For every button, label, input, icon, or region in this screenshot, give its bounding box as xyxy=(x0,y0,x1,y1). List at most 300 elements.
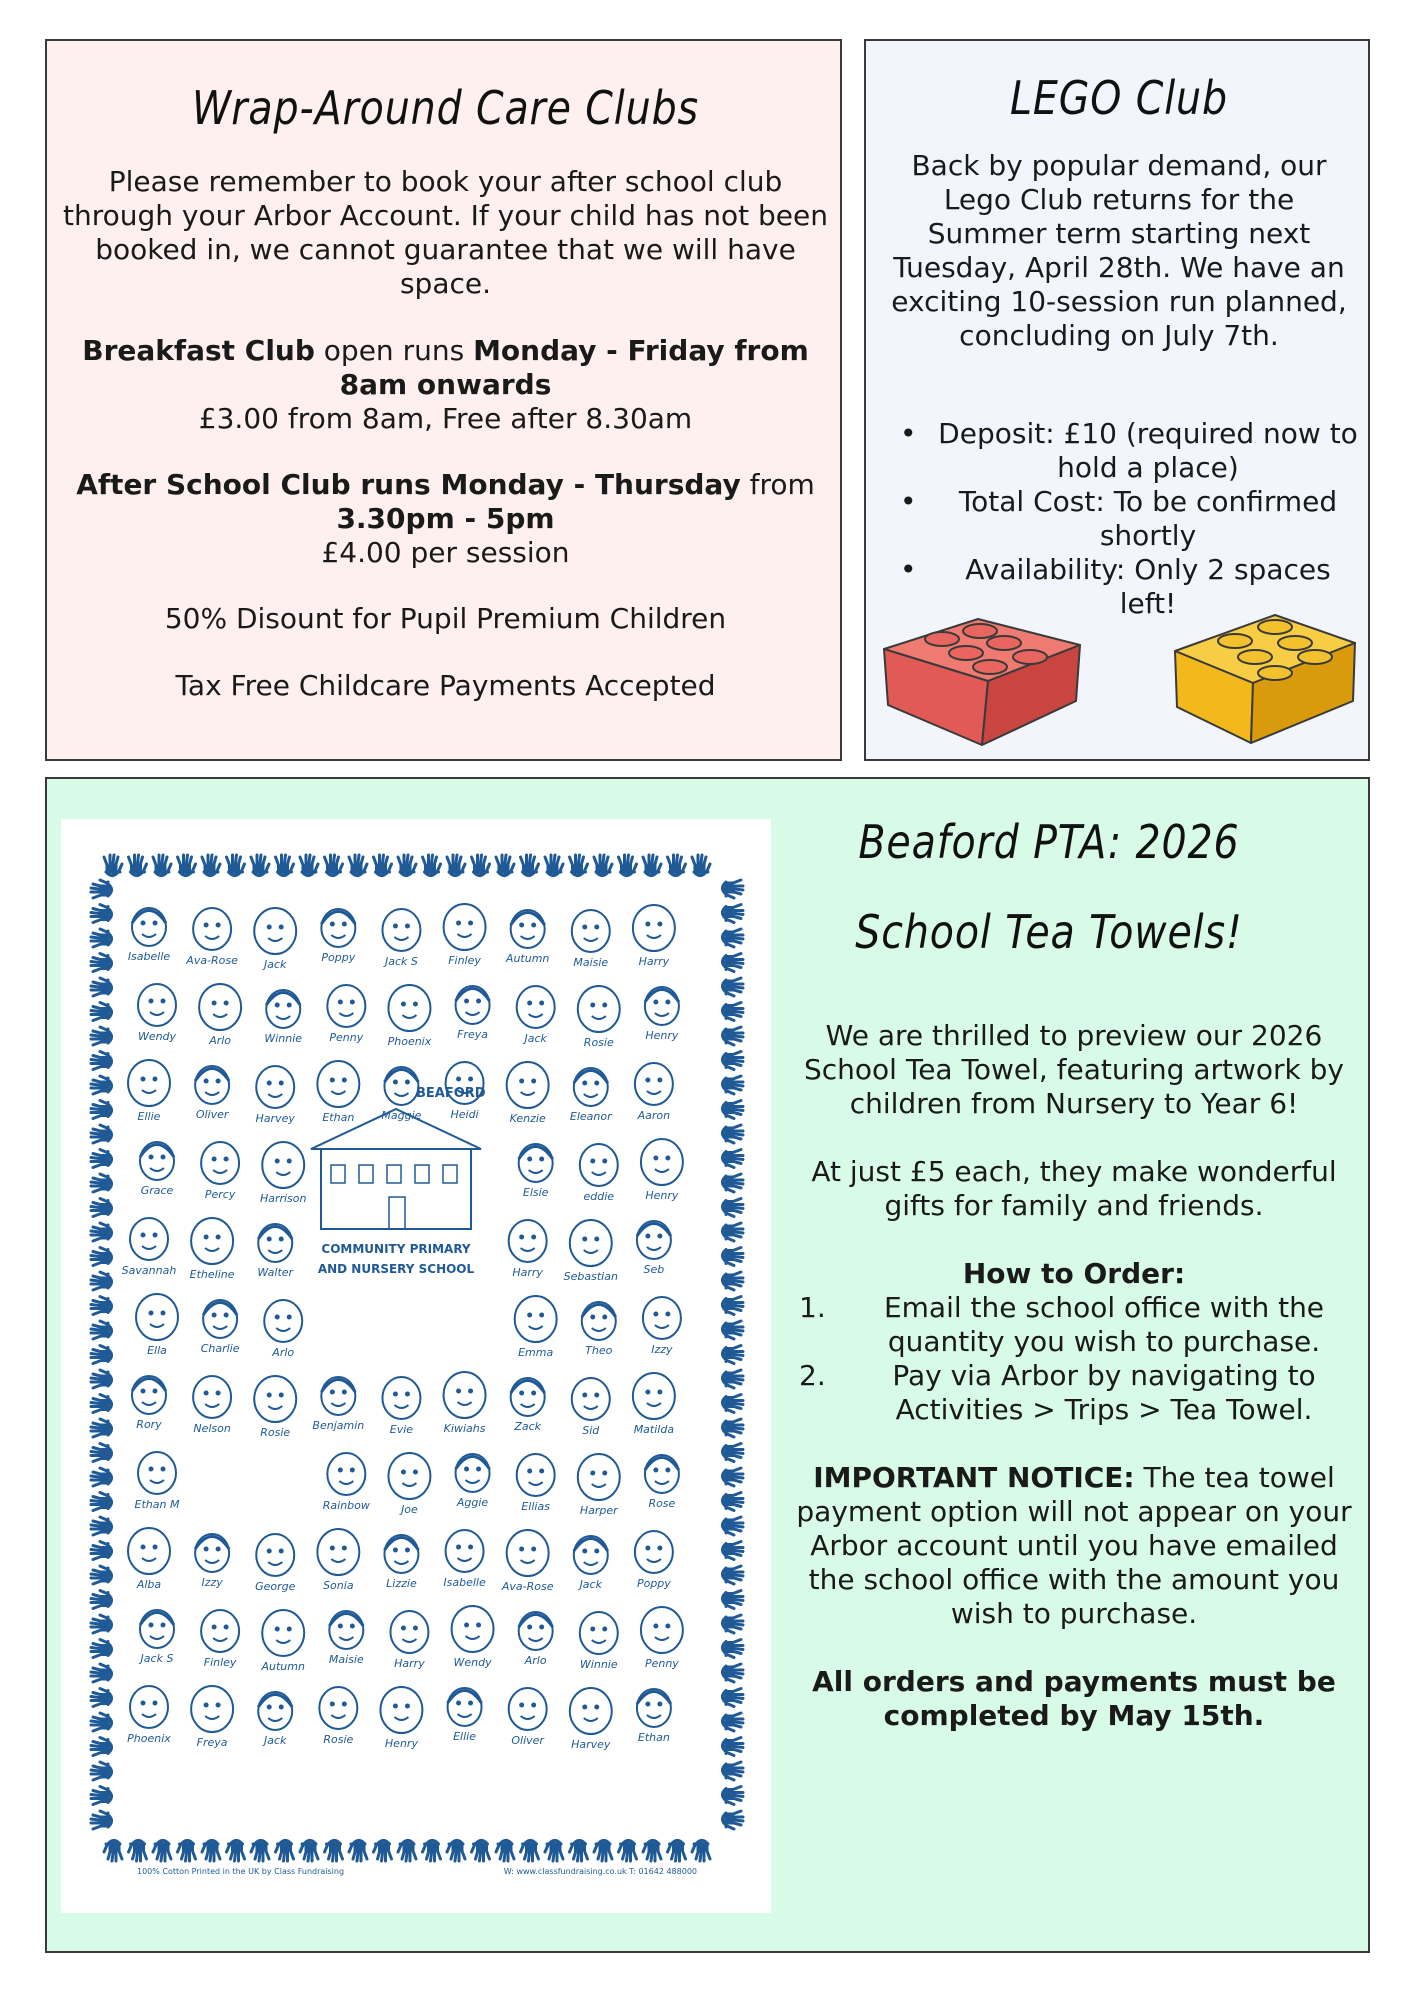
hand-print-icon xyxy=(91,1444,112,1462)
doodle-eye xyxy=(590,1471,595,1476)
doodle-name: Emma xyxy=(518,1346,554,1359)
doodle-smile xyxy=(647,935,661,938)
doodle-face xyxy=(456,986,490,1024)
after-time: 3.30pm - 5pm xyxy=(336,502,555,535)
doodle-name: Walter xyxy=(257,1266,294,1279)
doodle-eye xyxy=(149,1467,154,1472)
doodle-eye xyxy=(657,922,662,927)
doodle-smile xyxy=(339,1637,353,1640)
doodle-smile xyxy=(655,1637,669,1640)
doodle-eye xyxy=(456,1545,461,1550)
doodle-eye xyxy=(645,1546,650,1551)
doodle-eye xyxy=(393,1080,398,1085)
doodle-face xyxy=(384,1535,418,1573)
doodle-face xyxy=(262,1142,304,1188)
doodle-smile xyxy=(592,1016,606,1019)
doodle-face xyxy=(193,1376,231,1418)
doodle-eye xyxy=(393,1704,398,1709)
doodle-eye xyxy=(602,1003,607,1008)
doodle-face xyxy=(641,1139,683,1185)
hand-print-icon xyxy=(722,1297,743,1315)
doodle-smile xyxy=(268,938,282,941)
doodle-eye xyxy=(665,1312,670,1317)
doodle-smile xyxy=(592,1484,606,1487)
doodle-eye xyxy=(539,1625,544,1630)
doodle-eye xyxy=(224,1001,229,1006)
doodle-eye xyxy=(527,1157,532,1162)
doodle-eye xyxy=(531,1235,536,1240)
doodle-eye xyxy=(657,1390,662,1395)
step-text: Pay via Arbor by navigating to Activities > Trips > Tea Towel. xyxy=(892,1359,1316,1426)
doodle-eye xyxy=(645,1234,650,1239)
hand-print-icon xyxy=(202,1840,220,1861)
doodle-face xyxy=(317,1061,359,1107)
hand-print-icon xyxy=(91,1272,112,1290)
doodle-eye xyxy=(519,923,524,928)
doodle-name: Alba xyxy=(136,1578,162,1591)
doodle-name: Benjamin xyxy=(312,1419,365,1432)
school-window-icon xyxy=(415,1165,429,1183)
doodle-eye xyxy=(149,1155,154,1160)
doodle-smile xyxy=(529,1326,543,1329)
doodle-eye xyxy=(456,1701,461,1706)
doodle-smile xyxy=(150,1636,164,1639)
doodle-eye xyxy=(519,1547,524,1552)
doodle-eye xyxy=(141,1701,146,1706)
breakfast-price: £3.00 from 8am, Free after 8.30am xyxy=(198,402,693,435)
doodle-smile xyxy=(205,936,219,939)
doodle-smile xyxy=(592,1328,606,1331)
doodle-face xyxy=(201,1142,239,1184)
hand-print-icon xyxy=(91,1248,112,1266)
hand-print-icon xyxy=(722,954,743,972)
doodle-name: Izzy xyxy=(651,1343,673,1356)
bullet-text: Availability: Only 2 spaces left! xyxy=(965,553,1331,620)
doodle-smile xyxy=(142,1558,156,1561)
doodle-eye xyxy=(342,1546,347,1551)
doodle-eye xyxy=(224,1313,229,1318)
doodle-eye xyxy=(141,1233,146,1238)
doodle-eye xyxy=(531,1547,536,1552)
doodle-face xyxy=(570,1220,612,1266)
doodle-face xyxy=(258,1692,292,1730)
doodle-name: Finley xyxy=(203,1656,237,1669)
doodle-eye xyxy=(153,921,158,926)
doodle-face xyxy=(519,1144,553,1182)
doodle-eye xyxy=(531,1391,536,1396)
doodle-eye xyxy=(267,925,272,930)
hand-print-icon xyxy=(722,1566,743,1584)
doodle-smile xyxy=(584,1406,598,1409)
doodle-smile xyxy=(331,935,345,938)
doodle-face xyxy=(645,987,679,1025)
hand-print-icon xyxy=(129,1840,147,1861)
doodle-name: Savannah xyxy=(121,1264,177,1277)
doodle-eye xyxy=(531,923,536,928)
hand-print-icon xyxy=(643,1840,661,1861)
doodle-face xyxy=(384,1067,418,1105)
doodle-face xyxy=(444,1372,486,1418)
hand-print-icon xyxy=(722,1762,743,1780)
lego-bullet-cost xyxy=(886,485,1358,553)
doodle-face xyxy=(507,1062,549,1108)
red-lego-brick-icon xyxy=(880,609,1085,749)
doodle-face xyxy=(509,1220,547,1262)
doodle-eye xyxy=(287,1627,292,1632)
hand-print-icon xyxy=(91,880,112,898)
doodle-smile xyxy=(521,1092,535,1095)
bullet-text: Total Cost: To be confirmed shortly xyxy=(958,485,1338,552)
doodle-name: Jack xyxy=(264,1734,287,1747)
breakfast-name: Breakfast Club xyxy=(82,334,315,367)
doodle-eye xyxy=(653,1156,658,1161)
doodle-smile xyxy=(647,1403,661,1406)
doodle-face xyxy=(132,908,166,946)
doodle-name: Heidi xyxy=(450,1108,479,1121)
tea-towel-preview-image xyxy=(61,819,771,1913)
doodle-face xyxy=(264,1300,302,1342)
yellow-lego-brick-icon xyxy=(1171,603,1359,748)
hand-print-icon xyxy=(722,1272,743,1290)
doodle-eye xyxy=(275,1627,280,1632)
doodle-name: Charlie xyxy=(200,1342,240,1355)
doodle-name: Ellie xyxy=(137,1110,161,1123)
doodle-smile xyxy=(592,1172,606,1175)
doodle-face xyxy=(128,1528,170,1574)
doodle-face xyxy=(643,1297,681,1339)
doodle-name: Elsie xyxy=(522,1186,549,1199)
doodle-smile xyxy=(647,1247,661,1250)
doodle-eye xyxy=(539,1313,544,1318)
doodle-face xyxy=(203,1300,237,1338)
doodle-name: Wendy xyxy=(137,1030,177,1043)
doodle-eye xyxy=(161,999,166,1004)
hand-print-icon xyxy=(91,954,112,972)
hand-print-icon xyxy=(722,1125,743,1143)
doodle-face xyxy=(635,1531,673,1573)
doodle-eye xyxy=(216,1547,221,1552)
doodle-smile xyxy=(458,1558,472,1561)
doodle-face xyxy=(511,1378,545,1416)
step-number: 2. xyxy=(799,1359,826,1392)
doodle-eye xyxy=(539,1001,544,1006)
doodle-eye xyxy=(153,1233,158,1238)
doodle-eye xyxy=(204,1079,209,1084)
after-name: After School Club runs Monday - Thursday xyxy=(76,468,741,501)
doodle-smile xyxy=(150,1012,164,1015)
hand-print-icon xyxy=(91,1297,112,1315)
hand-print-icon xyxy=(91,1174,112,1192)
doodle-name: Harry xyxy=(512,1266,543,1279)
doodle-name: Grace xyxy=(140,1184,174,1197)
doodle-face xyxy=(128,1060,170,1106)
doodle-eye xyxy=(287,1315,292,1320)
hand-print-icon xyxy=(722,1076,743,1094)
hand-print-icon xyxy=(521,1840,539,1861)
school-name-line3: AND NURSERY SCHOOL xyxy=(317,1262,475,1276)
doodle-smile xyxy=(521,1560,535,1563)
doodle-eye xyxy=(212,1157,217,1162)
hand-print-icon xyxy=(722,1689,743,1707)
hand-print-icon xyxy=(447,1840,465,1861)
doodle-name: Finley xyxy=(448,954,481,967)
doodle-name: Arlo xyxy=(524,1654,547,1667)
doodle-eye xyxy=(330,922,335,927)
doodle-eye xyxy=(338,1000,343,1005)
doodle-eye xyxy=(657,1546,662,1551)
doodle-smile xyxy=(276,1016,290,1019)
doodle-eye xyxy=(350,1468,355,1473)
doodle-eye xyxy=(267,1393,272,1398)
doodle-eye xyxy=(468,1701,473,1706)
breakfast-club-info xyxy=(61,334,830,436)
pta-preview-text: We are thrilled to preview our 2026 School Tea Towel, featuring artwork by children from Nursery to Year 6! xyxy=(804,1019,1344,1120)
doodle-eye xyxy=(519,1391,524,1396)
doodle-face xyxy=(136,1294,178,1340)
doodle-name: Harvey xyxy=(571,1738,611,1751)
hand-print-icon xyxy=(300,855,318,876)
doodle-face xyxy=(140,1142,174,1180)
notice-label: IMPORTANT NOTICE: xyxy=(813,1461,1135,1494)
doodle-face xyxy=(633,1373,675,1419)
doodle-smile xyxy=(458,1714,472,1717)
hand-print-icon xyxy=(104,1840,122,1861)
school-window-icon xyxy=(359,1165,373,1183)
doodle-eye xyxy=(527,1625,532,1630)
doodle-face xyxy=(195,1534,229,1572)
doodle-smile xyxy=(466,1012,480,1015)
doodle-eye xyxy=(279,1705,284,1710)
doodle-face xyxy=(380,1687,422,1733)
hand-print-icon xyxy=(325,855,343,876)
hand-print-icon xyxy=(722,1493,743,1511)
doodle-eye xyxy=(665,1624,670,1629)
hand-print-icon xyxy=(91,1493,112,1511)
doodle-eye xyxy=(212,1313,217,1318)
doodle-eye xyxy=(338,1624,343,1629)
doodle-face xyxy=(637,1689,671,1727)
doodle-name: Poppy xyxy=(636,1577,671,1590)
doodle-name: Maisie xyxy=(573,956,609,969)
breakfast-days: Monday - Friday from 8am onwards xyxy=(339,334,809,401)
wrap-title: Wrap-Around Care Clubs xyxy=(191,81,700,135)
doodle-eye xyxy=(342,1702,347,1707)
doodle-name: Harrison xyxy=(259,1192,307,1205)
hand-print-icon xyxy=(722,978,743,996)
lego-bullet-deposit xyxy=(886,417,1358,485)
doodle-name: Henry xyxy=(384,1737,418,1750)
hand-print-icon xyxy=(722,1542,743,1560)
doodle-eye xyxy=(665,1468,670,1473)
bullet-icon: • xyxy=(900,417,917,450)
doodle-eye xyxy=(342,922,347,927)
doodle-eye xyxy=(657,1234,662,1239)
tax-free-text: Tax Free Childcare Payments Accepted xyxy=(175,669,716,702)
doodle-name: Maggie xyxy=(381,1109,422,1122)
doodle-eye xyxy=(279,1237,284,1242)
doodle-smile xyxy=(529,1014,543,1017)
order-step xyxy=(789,1291,1359,1359)
hand-print-icon xyxy=(594,855,612,876)
doodle-name: Freya xyxy=(457,1028,488,1041)
hand-print-icon xyxy=(472,855,490,876)
hand-print-icon xyxy=(91,1566,112,1584)
doodle-smile xyxy=(339,1481,353,1484)
doodle-smile xyxy=(655,1169,669,1172)
doodle-eye xyxy=(405,1704,410,1709)
hand-print-icon xyxy=(722,1664,743,1682)
order-deadline: All orders and payments must be completed by May 15th. xyxy=(812,1665,1336,1732)
hand-print-icon xyxy=(722,880,743,898)
doodle-smile xyxy=(521,936,535,939)
doodle-smile xyxy=(213,1326,227,1329)
doodle-eye xyxy=(279,1393,284,1398)
doodle-eye xyxy=(393,1392,398,1397)
hand-print-icon xyxy=(91,1640,112,1658)
bullet-text: Deposit: £10 (required now to hold a place) xyxy=(938,417,1358,484)
doodle-face xyxy=(199,984,241,1030)
hand-print-icon xyxy=(91,1395,112,1413)
hand-print-icon xyxy=(722,1223,743,1241)
doodle-name: Rory xyxy=(136,1418,162,1431)
hand-print-icon xyxy=(178,855,196,876)
doodle-eye xyxy=(653,1468,658,1473)
doodle-name: Kiwiahs xyxy=(443,1422,486,1435)
doodle-eye xyxy=(590,1003,595,1008)
doodle-face xyxy=(140,1610,174,1648)
doodle-face xyxy=(191,1686,233,1732)
hand-print-icon xyxy=(496,1840,514,1861)
doodle-name: Jack xyxy=(579,1578,602,1591)
doodle-smile xyxy=(339,1013,353,1016)
hand-print-icon xyxy=(722,1199,743,1217)
doodle-face xyxy=(572,1378,610,1420)
pta-title-line2: School Tea Towels! xyxy=(855,905,1243,959)
after-mid: from xyxy=(740,468,815,501)
doodle-name: George xyxy=(255,1580,296,1593)
doodle-face xyxy=(578,986,620,1032)
doodle-smile xyxy=(592,1640,606,1643)
hand-print-icon xyxy=(447,855,465,876)
doodle-name: Ethan xyxy=(322,1111,355,1124)
doodle-eye xyxy=(594,1081,599,1086)
doodle-eye xyxy=(653,1312,658,1317)
doodle-eye xyxy=(401,1470,406,1475)
doodle-eye xyxy=(464,1467,469,1472)
doodle-eye xyxy=(582,1705,587,1710)
doodle-face xyxy=(266,990,300,1028)
doodle-name: Percy xyxy=(204,1188,236,1201)
doodle-eye xyxy=(216,923,221,928)
doodle-eye xyxy=(582,1081,587,1086)
doodle-eye xyxy=(527,1313,532,1318)
doodle-name: Rosie xyxy=(323,1733,354,1746)
doodle-eye xyxy=(405,924,410,929)
hand-print-icon xyxy=(374,855,392,876)
doodle-smile xyxy=(142,1714,156,1717)
doodle-smile xyxy=(276,1640,290,1643)
doodle-eye xyxy=(645,1390,650,1395)
hand-print-icon xyxy=(91,1689,112,1707)
notice-text: The tea towel payment option will not appear on your Arbor account until you have emailed the school office with the amount you wish to purchase. xyxy=(796,1461,1352,1630)
doodle-name: Izzy xyxy=(201,1576,223,1589)
doodle-face xyxy=(574,1536,608,1574)
towel-footer-right: W: www.classfundraising.co.uk T: 01642 488000 xyxy=(503,1867,697,1876)
hand-print-icon xyxy=(722,1052,743,1070)
doodle-face xyxy=(193,908,231,950)
doodle-eye xyxy=(653,1000,658,1005)
hand-print-icon xyxy=(423,1840,441,1861)
hand-print-icon xyxy=(643,855,661,876)
doodle-eye xyxy=(342,1078,347,1083)
school-door-icon xyxy=(389,1197,405,1229)
doodle-face xyxy=(580,1144,618,1186)
pta-tea-towel-panel xyxy=(45,777,1370,1953)
doodle-eye xyxy=(161,1155,166,1160)
doodle-name: Sonia xyxy=(323,1579,354,1592)
doodle-eye xyxy=(216,1235,221,1240)
doodle-eye xyxy=(468,921,473,926)
hand-print-icon xyxy=(91,1738,112,1756)
doodle-eye xyxy=(602,1315,607,1320)
hand-print-icon xyxy=(91,1542,112,1560)
doodle-smile xyxy=(205,1248,219,1251)
doodle-smile xyxy=(655,1481,669,1484)
doodle-face xyxy=(321,909,355,947)
hand-print-icon xyxy=(692,855,710,876)
doodle-eye xyxy=(665,1000,670,1005)
doodle-eye xyxy=(153,1389,158,1394)
hand-print-icon xyxy=(91,905,112,923)
doodle-eye xyxy=(267,1237,272,1242)
doodle-smile xyxy=(458,934,472,937)
discount-text: 50% Disount for Pupil Premium Children xyxy=(164,602,727,635)
hand-print-icon xyxy=(374,1840,392,1861)
doodle-eye xyxy=(216,1391,221,1396)
doodle-face xyxy=(319,1687,357,1729)
hand-print-icon xyxy=(300,1840,318,1861)
hand-print-icon xyxy=(722,1370,743,1388)
hand-print-icon xyxy=(153,855,171,876)
doodle-smile xyxy=(584,1250,598,1253)
doodle-eye xyxy=(531,1703,536,1708)
doodle-smile xyxy=(584,1562,598,1565)
doodle-smile xyxy=(394,1561,408,1564)
hand-print-icon xyxy=(722,1101,743,1119)
wrap-intro: Please remember to book your after school club through your Arbor Account. If your child has not been booked in, we cannot guarantee that we will have space. xyxy=(63,165,828,300)
doodle-name: eddie xyxy=(583,1190,615,1203)
doodle-eye xyxy=(531,1079,536,1084)
hand-print-icon xyxy=(722,905,743,923)
doodle-name: Rosie xyxy=(583,1036,614,1049)
hand-print-icon xyxy=(91,1223,112,1241)
doodle-name: Joe xyxy=(401,1503,418,1516)
doodle-face xyxy=(452,1606,494,1652)
doodle-name: Ava-Rose xyxy=(501,1580,554,1593)
doodle-face xyxy=(254,908,296,954)
step-number: 1. xyxy=(799,1291,826,1324)
school-building-icon xyxy=(321,1149,471,1229)
doodle-name: Sebastian xyxy=(563,1270,618,1283)
doodle-face xyxy=(256,1534,294,1576)
hand-print-icon xyxy=(91,1321,112,1339)
doodle-eye xyxy=(645,922,650,927)
doodle-smile xyxy=(584,1094,598,1097)
hand-print-icon xyxy=(91,1003,112,1021)
doodle-eye xyxy=(330,1078,335,1083)
doodle-name: Harvey xyxy=(255,1112,295,1125)
doodle-eye xyxy=(204,923,209,928)
